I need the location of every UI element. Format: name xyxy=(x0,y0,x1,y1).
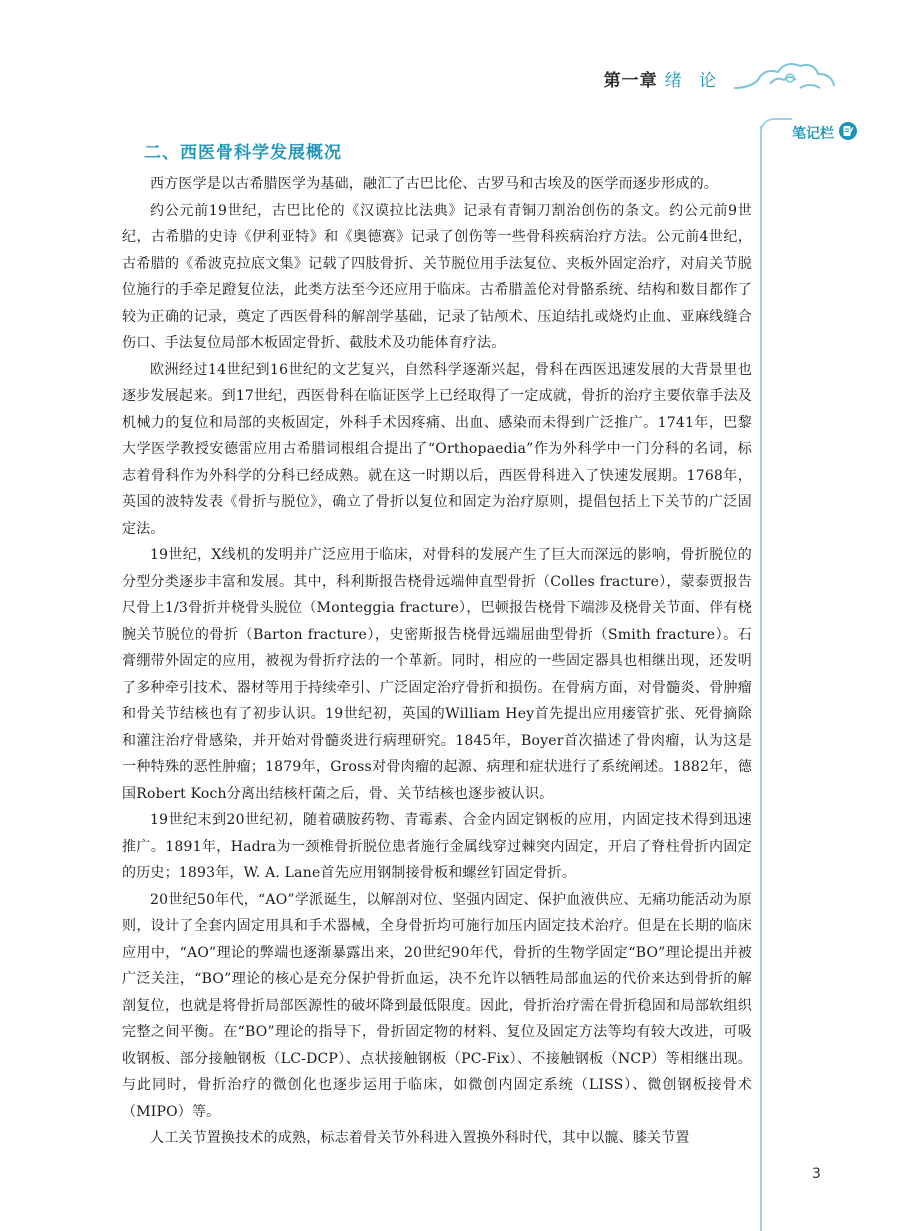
paragraph: 19世纪末到20世纪初，随着磺胺药物、青霉素、合金内固定钢板的应用，内固定技术得到迅速推广。1891年，Hadra为一颈椎骨折脱位患者施行金属线穿过棘突内固定，开启了脊柱骨折内固定的历史；1893年，W. A. Lane首先应用钢制接骨板和螺丝钉固定骨折。 xyxy=(122,812,752,881)
cloud-ornament-icon xyxy=(730,58,840,98)
paragraph: 西方医学是以古希腊医学为基础，融汇了古巴比伦、古罗马和古埃及的医学而逐步形成的。 xyxy=(150,176,718,192)
chapter-heading xyxy=(604,66,722,91)
section-title: 二、西医骨科学发展概况 xyxy=(144,143,342,163)
notes-column-corner xyxy=(760,118,792,140)
page-body xyxy=(122,138,752,1152)
paragraph: 约公元前19世纪，古巴比伦的《汉谟拉比法典》记录有青铜刀割治创伤的条文。约公元前9世纪，古希腊的史诗《伊利亚特》和《奥德赛》记录了创伤等一些骨科疾病治疗方法。公元前4世纪，古希腊的《希波克拉底文集》记载了四肢骨折、关节脱位用手法复位、夹板外固定治疗，对肩关节脱位施行的手牵足蹬复位法，此类方法至今还应用于临床。古希腊盖伦对骨骼系统、结构和数目都作了较为正确的记录，奠定了西医骨科的解剖学基础，记录了钻颅术、压迫结扎或烧灼止血、亚麻线缝合伤口、手法复位局部木板固定骨折、截肢术及功能体育疗法。 xyxy=(122,202,752,351)
paragraph: 欧洲经过14世纪到16世纪的文艺复兴，自然科学逐渐兴起，骨科在西医迅速发展的大背景里也逐步发展起来。到17世纪，西医骨科在临证医学上已经取得了一定成就，骨折的治疗主要依靠手法及机械力的复位和局部的夹板固定，外科手术因疼痛、出血、感染而未得到广泛推广。1741年，巴黎大学医学教授安德雷应用古希腊词根组合提出了“Orthopaedia”作为外科学中一门分科的名词，标志着骨科作为外科学的分科已经成熟。就在这一时期以后，西医骨科进入了快速发展期。1768年，英国的波特发表《骨折与脱位》，确立了骨折以复位和固定为治疗原则，提倡包括上下关节的广泛固定法。 xyxy=(122,361,752,537)
chapter-label: 第一章 xyxy=(603,71,658,91)
notes-column-label: 笔记栏 xyxy=(792,126,834,142)
notes-column-line xyxy=(760,126,762,1231)
running-header xyxy=(520,58,840,98)
paragraph: 19世纪，X线机的发明并广泛应用于临床，对骨科的发展产生了巨大而深远的影响，骨折脱位的分型分类逐步丰富和发展。其中，科利斯报告桡骨远端伸直型骨折（Colles fracture），蒙泰贾报告尺骨上1/3骨折并桡骨头脱位（Monteggia fracture），巴顿报告桡骨下端涉及桡骨关节面、伴有桡腕关节脱位的骨折（Barton fracture），史密斯报告桡骨远端屈曲型骨折（Smith fracture）。石膏绷带外固定的应用，被视为骨折疗法的一个革新。同时，相应的一些固定器具也相继出现，还发明了多种牵引技术、器材等用于持续牵引、广泛固定治疗骨折和损伤。在骨病方面，对骨髓炎、骨肿瘤和骨关节结核也有了初步认识。19世纪初，英国的William Hey首先提出应用瘘管扩张、死骨摘除和灌注治疗骨感染，并开始对骨髓炎进行病理研究。1845年，Boyer首次描述了骨肉瘤，认为这是一种特殊的恶性肿瘤；1879年，Gross对骨肉瘤的起源、病理和症状进行了系统阐述。1882年，德国Robert Koch分离出结核杆菌之后，骨、关节结核也逐步被认识。 xyxy=(122,547,752,802)
paragraph: 人工关节置换技术的成熟，标志着骨关节外科进入置换外科时代，其中以髋、膝关节置 xyxy=(150,1130,690,1146)
chapter-title: 绪 论 xyxy=(664,71,722,91)
paragraph: 20世纪50年代，“AO”学派诞生，以解剖对位、坚强内固定、保护血液供应、无痛功能活动为原则，设计了全套内固定用具和手术器械，全身骨折均可施行加压内固定技术治疗。但是在长期的临床应用中，“AO”理论的弊端也逐渐暴露出来，20世纪90年代，骨折的生物学固定“BO”理论提出并被广泛关注，“BO”理论的核心是充分保护骨折血运，决不允许以牺牲局部血运的代价来达到骨折的解剖复位，也就是将骨折局部医源性的破坏降到最低限度。因此，骨折治疗需在骨折稳固和局部软组织完整之间平衡。在“BO”理论的指导下，骨折固定物的材料、复位及固定方法等均有较大改进，可吸收钢板、部分接触钢板（LC-DCP）、点状接触钢板（PC-Fix）、不接触钢板（NCP）等相继出现。与此同时，骨折治疗的微创化也逐步运用于临床，如微创内固定系统（LISS）、微创钢板接骨术（MIPO）等。 xyxy=(122,891,752,1120)
page-number: 3 xyxy=(812,1166,821,1182)
notebook-pen-icon xyxy=(838,121,858,141)
